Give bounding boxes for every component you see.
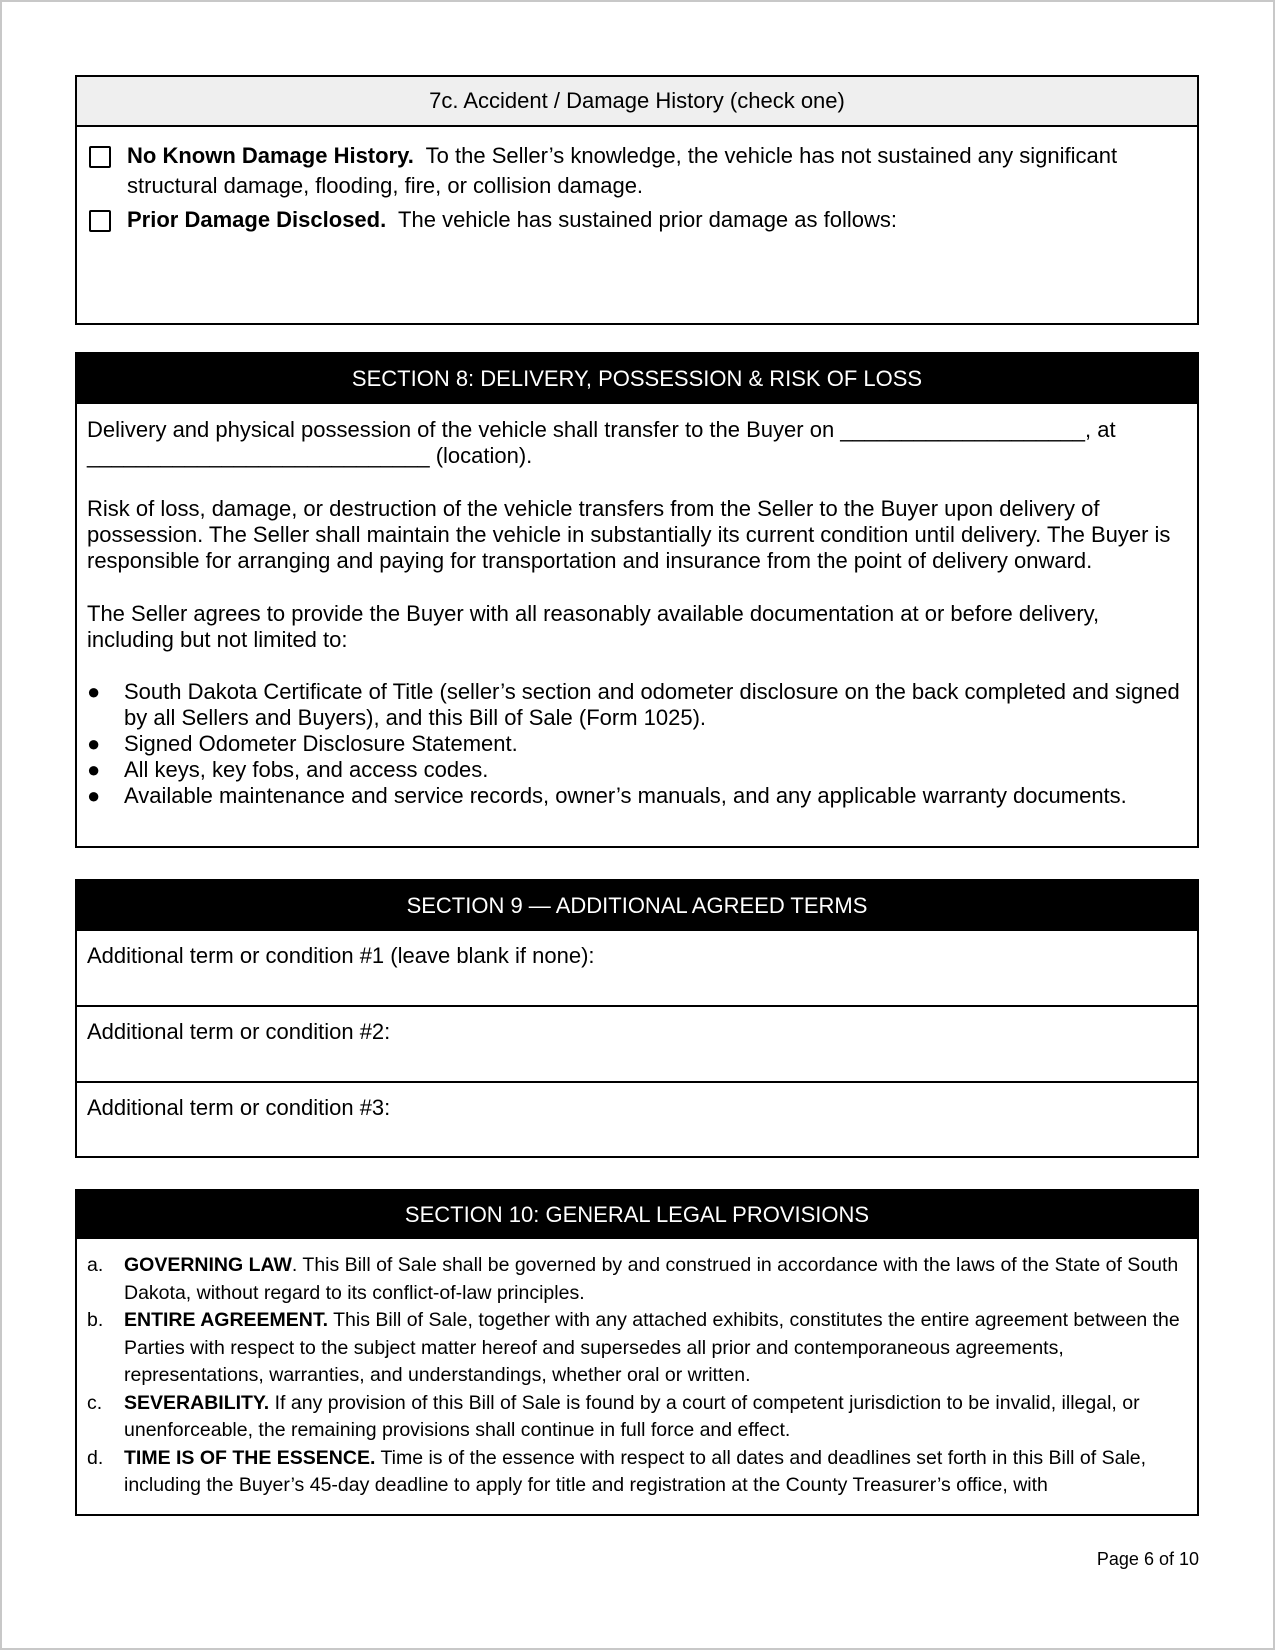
additional-term-2-field[interactable]	[77, 1005, 1197, 1081]
documentation-list	[77, 679, 1197, 809]
delivery-line-2: ____________________________ (location).	[87, 443, 533, 468]
bullet: ●	[87, 679, 101, 704]
option-prior-damage	[77, 205, 1197, 235]
list-item: ● Available maintenance and service records, owner’s manuals, and any applicable warranty documents.	[87, 783, 1127, 808]
section-8-box	[75, 352, 1199, 848]
bullet: ●	[87, 783, 101, 808]
legal-provisions-list	[77, 1252, 1197, 1500]
option-label: Prior Damage Disclosed.	[127, 207, 387, 232]
list-item: d. TIME IS OF THE ESSENCE. Time is of the essence with respect to all dates and deadlines set forth in this Bill of Sale, including the Buyer’s 45-day deadline to apply for title and registration at the County Treasurer’s office, with	[87, 1446, 1147, 1496]
list-item: ● Signed Odometer Disclosure Statement.	[87, 731, 518, 756]
bullet: ●	[87, 731, 101, 756]
section-10-title: SECTION 10: GENERAL LEGAL PROVISIONS	[77, 1191, 1197, 1239]
checkbox-prior-damage-icon[interactable]	[89, 210, 111, 232]
additional-term-1-field[interactable]	[77, 931, 1197, 1005]
additional-term-2-label: Additional term or condition #2:	[87, 1019, 391, 1044]
documentation-intro: The Seller agrees to provide the Buyer with all reasonably available documentation at or before delivery, including but not limited to:	[87, 601, 1100, 652]
section-8-title: SECTION 8: DELIVERY, POSSESSION & RISK OF LOSS	[77, 354, 1197, 404]
additional-term-1-label: Additional term or condition #1 (leave blank if none):	[87, 943, 595, 968]
page-number: Page 6 of 10	[1096, 1549, 1199, 1569]
additional-term-3-field[interactable]	[77, 1081, 1197, 1156]
list-item: c. SEVERABILITY. If any provision of this Bill of Sale is found by a court of competent jurisdiction to be invalid, illegal, or unenforceable, the remaining provisions shall continue in full force and effect.	[87, 1391, 1140, 1441]
delivery-line-1: Delivery and physical possession of the vehicle shall transfer to the Buyer on ____________________, at	[87, 417, 1116, 442]
risk-of-loss-paragraph: Risk of loss, damage, or destruction of the vehicle transfers from the Seller to the Buyer upon delivery of possession. The Seller shall maintain the vehicle in substantially its current condition until delivery. The Buyer is responsible for arranging and paying for transportation and insurance from the point of delivery onward.	[87, 496, 1171, 573]
section-7c-title: 7c. Accident / Damage History (check one)	[77, 77, 1197, 127]
section-10-box	[75, 1189, 1199, 1516]
option-no-known-damage	[77, 141, 1197, 201]
list-item: b. ENTIRE AGREEMENT. This Bill of Sale, together with any attached exhibits, constitutes the entire agreement between the Parties with respect to the subject matter hereof and supersedes all prior and contemporaneous agreements, representations, warranties, and understandings, whether oral or written.	[87, 1309, 1180, 1386]
additional-term-3-label: Additional term or condition #3:	[87, 1095, 391, 1120]
option-text: To the Seller’s knowledge, the vehicle has not sustained any significant structural damage, flooding, fire, or collision damage.	[127, 143, 1124, 198]
list-item: ● All keys, key fobs, and access codes.	[87, 757, 489, 782]
option-label: No Known Damage History.	[127, 143, 414, 168]
section-9-box	[75, 879, 1199, 1158]
bullet: ●	[87, 757, 101, 782]
section-7c-box	[75, 75, 1199, 325]
checkbox-no-known-damage-icon[interactable]	[89, 146, 111, 168]
section-9-title: SECTION 9 — ADDITIONAL AGREED TERMS	[77, 881, 1197, 931]
list-item: ● South Dakota Certificate of Title (seller’s section and odometer disclosure on the back completed and signed by all Sellers and Buyers), and this Bill of Sale (Form 1025).	[87, 679, 1180, 730]
option-text: The vehicle has sustained prior damage as follows:	[386, 207, 897, 232]
list-item: a. GOVERNING LAW. This Bill of Sale shall be governed by and construed in accordance with the laws of the State of South Dakota, without regard to its conflict-of-law principles.	[87, 1254, 1179, 1304]
